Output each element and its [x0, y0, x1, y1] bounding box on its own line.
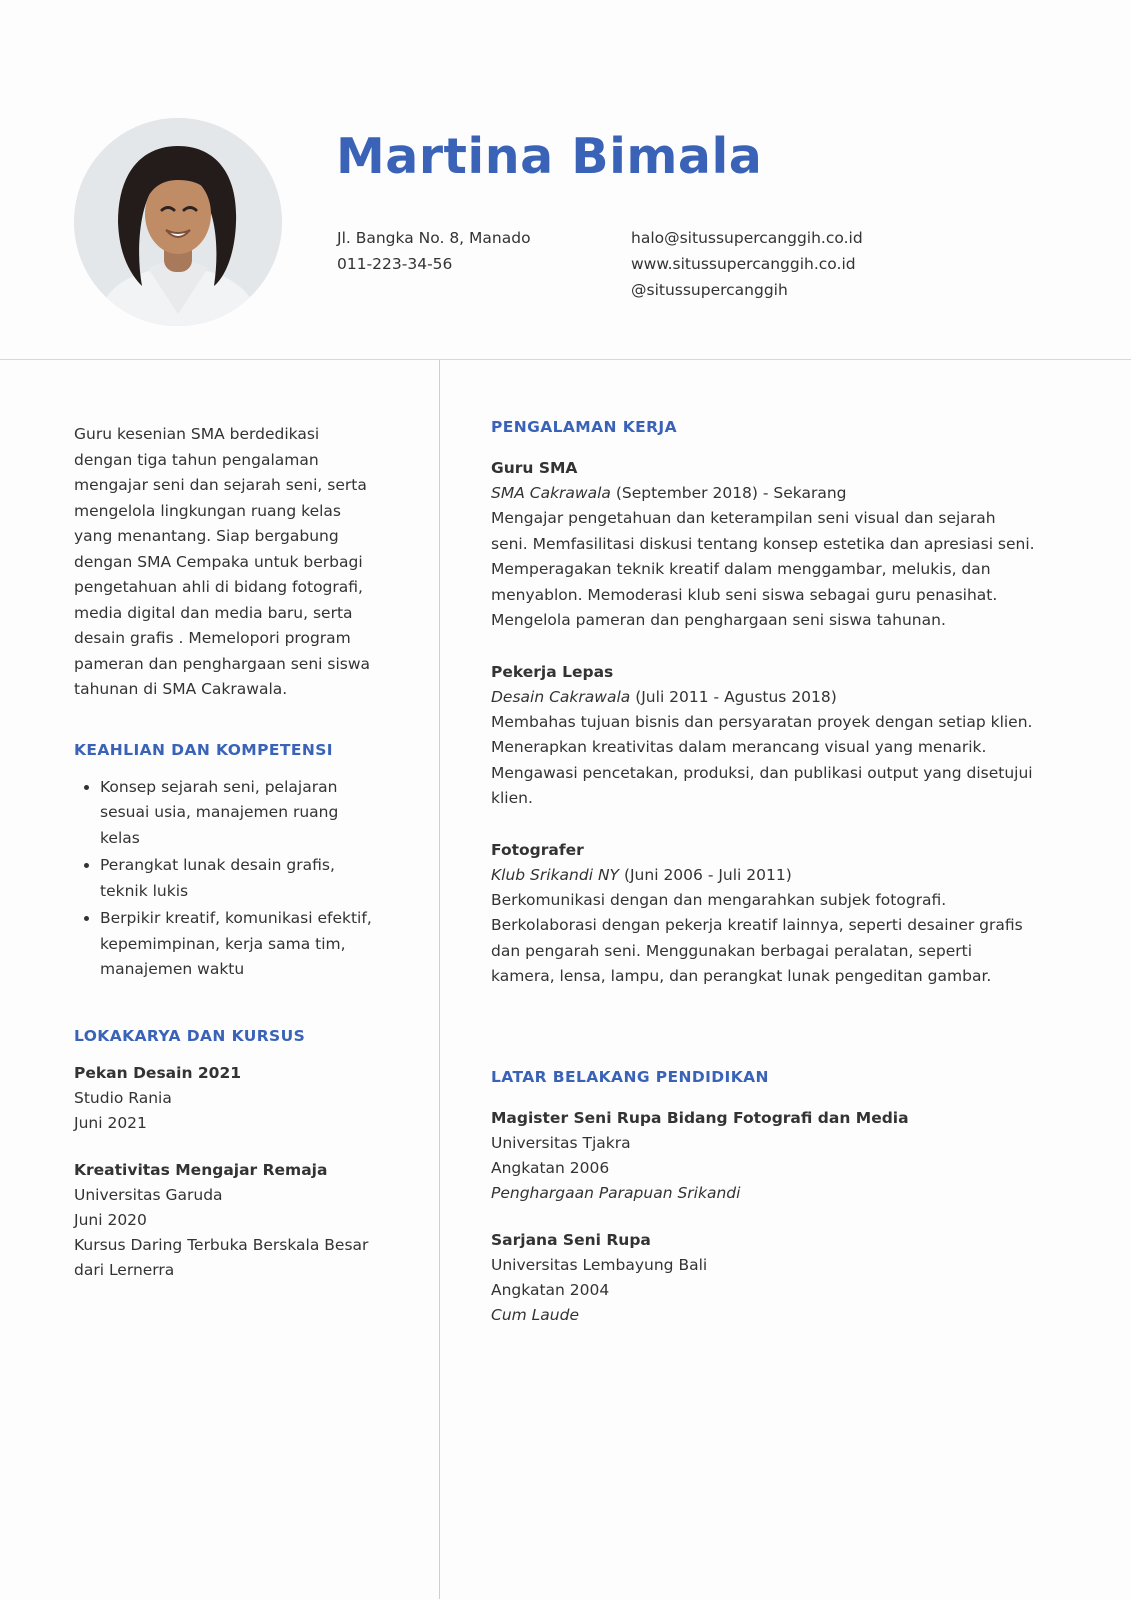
course-item [74, 1061, 374, 1136]
experience-item [491, 456, 1036, 634]
list-item: • Konsep sejarah seni, pelajaran sesuai usia, manajemen ruang kelas [100, 775, 374, 852]
job-meta [491, 685, 1036, 710]
job-org: SMA Cakrawala [491, 484, 611, 502]
job-role: Fotografer [491, 840, 584, 859]
contact-address: Jl. Bangka No. 8, Manado [337, 229, 531, 247]
experience-item [491, 838, 1036, 990]
skills-list [74, 775, 374, 983]
contact-social: @situssupercanggih [631, 281, 788, 299]
job-description: Membahas tujuan bisnis dan persyaratan proyek dengan setiap klien. Menerapkan kreativitas dalam merancang visual yang menarik. Mengawasi pencetakan, produksi, dan publikasi output yang disetujui klien. [491, 712, 1033, 807]
education-school: Universitas Tjakra [491, 1133, 631, 1152]
contact-phone: 011-223-34-56 [337, 255, 453, 273]
contact-website: www.situssupercanggih.co.id [631, 255, 856, 273]
education-item [491, 1228, 1036, 1328]
job-meta [491, 481, 1036, 506]
job-period: (Juli 2011 - Agustus 2018) [630, 687, 837, 706]
job-role: Guru SMA [491, 459, 578, 477]
contact-address-block [337, 225, 531, 277]
job-role: Pekerja Lepas [491, 662, 614, 681]
education-item [491, 1106, 1036, 1206]
profile-summary: Guru kesenian SMA berdedikasi dengan tiga tahun pengalaman mengajar seni dan sejarah seni, serta mengelola lingkungan ruang kelas yang menantang. Siap bergabung dengan SMA Cempaka untuk berbagi pengetahuan ahli di bidang fotografi, media digital dan media baru, serta desain grafis . Memelopori program pameran dan penghargaan seni siswa tahunan di SMA Cakrawala. [74, 425, 371, 698]
resume-header [0, 0, 1131, 360]
education-school: Universitas Lembayung Bali [491, 1255, 708, 1274]
education-honor: Cum Laude [491, 1305, 580, 1324]
education-degree: Magister Seni Rupa Bidang Fotografi dan Media [491, 1108, 909, 1127]
avatar [74, 118, 282, 326]
course-title: Kreativitas Mengajar Remaja [74, 1160, 328, 1179]
education-year: Angkatan 2006 [491, 1158, 610, 1177]
job-meta [491, 863, 1036, 888]
job-period: (September 2018) - Sekarang [610, 484, 847, 502]
job-description: Mengajar pengetahuan dan keterampilan seni visual dan sejarah seni. Memfasilitasi diskusi tentang konsep estetika dan apresiasi seni. Memperagakan teknik kreatif dalam menggambar, melukis, dan menyablon. Memoderasi klub seni siswa sebagai guru penasihat. Mengelola pameran dan penghargaan seni siswa tahunan. [491, 509, 1035, 629]
course-date: Juni 2021 [74, 1113, 147, 1132]
section-title-experience: PENGALAMAN KERJA [491, 418, 677, 436]
course-provider: Studio Rania [74, 1088, 172, 1107]
page-title: Martina Bimala [336, 128, 763, 185]
column-divider [439, 360, 440, 1599]
spacer [491, 1016, 1036, 1068]
course-provider: Universitas Garuda [74, 1185, 223, 1204]
right-column [491, 418, 1036, 1350]
course-date: Juni 2020 [74, 1210, 147, 1229]
list-item: • Perangkat lunak desain grafis, teknik lukis [100, 853, 374, 904]
section-title-courses: LOKAKARYA DAN KURSUS [74, 1026, 306, 1045]
job-period: (Juni 2006 - Juli 2011) [619, 865, 792, 884]
section-title-education: LATAR BELAKANG PENDIDIKAN [491, 1067, 769, 1086]
job-org: Desain Cakrawala [491, 687, 631, 706]
contact-online-block [631, 225, 863, 303]
contact-email: halo@situssupercanggih.co.id [631, 229, 863, 247]
course-item [74, 1158, 374, 1283]
education-honor: Penghargaan Parapuan Srikandi [491, 1183, 741, 1202]
course-title: Pekan Desain 2021 [74, 1063, 242, 1082]
job-description: Berkomunikasi dengan dan mengarahkan subjek fotografi. Berkolaborasi dengan pekerja kreatif lainnya, seperti desainer grafis dan pengarah seni. Menggunakan berbagai peralatan, seperti kamera, lensa, lampu, dan perangkat lunak pengeditan gambar. [491, 890, 1023, 985]
education-year: Angkatan 2004 [491, 1280, 610, 1299]
course-note: Kursus Daring Terbuka Berskala Besar dari Lernerra [74, 1235, 369, 1279]
profile-photo-icon [74, 118, 282, 326]
left-column [74, 422, 374, 1305]
spacer [74, 985, 374, 1027]
job-org: Klub Srikandi NY [491, 865, 620, 884]
experience-item [491, 660, 1036, 812]
list-item: • Berpikir kreatif, komunikasi efektif, kepemimpinan, kerja sama tim, manajemen waktu [100, 906, 374, 983]
education-degree: Sarjana Seni Rupa [491, 1230, 651, 1249]
resume-body [0, 360, 1131, 1599]
section-title-skills: KEAHLIAN DAN KOMPETENSI [74, 740, 333, 759]
